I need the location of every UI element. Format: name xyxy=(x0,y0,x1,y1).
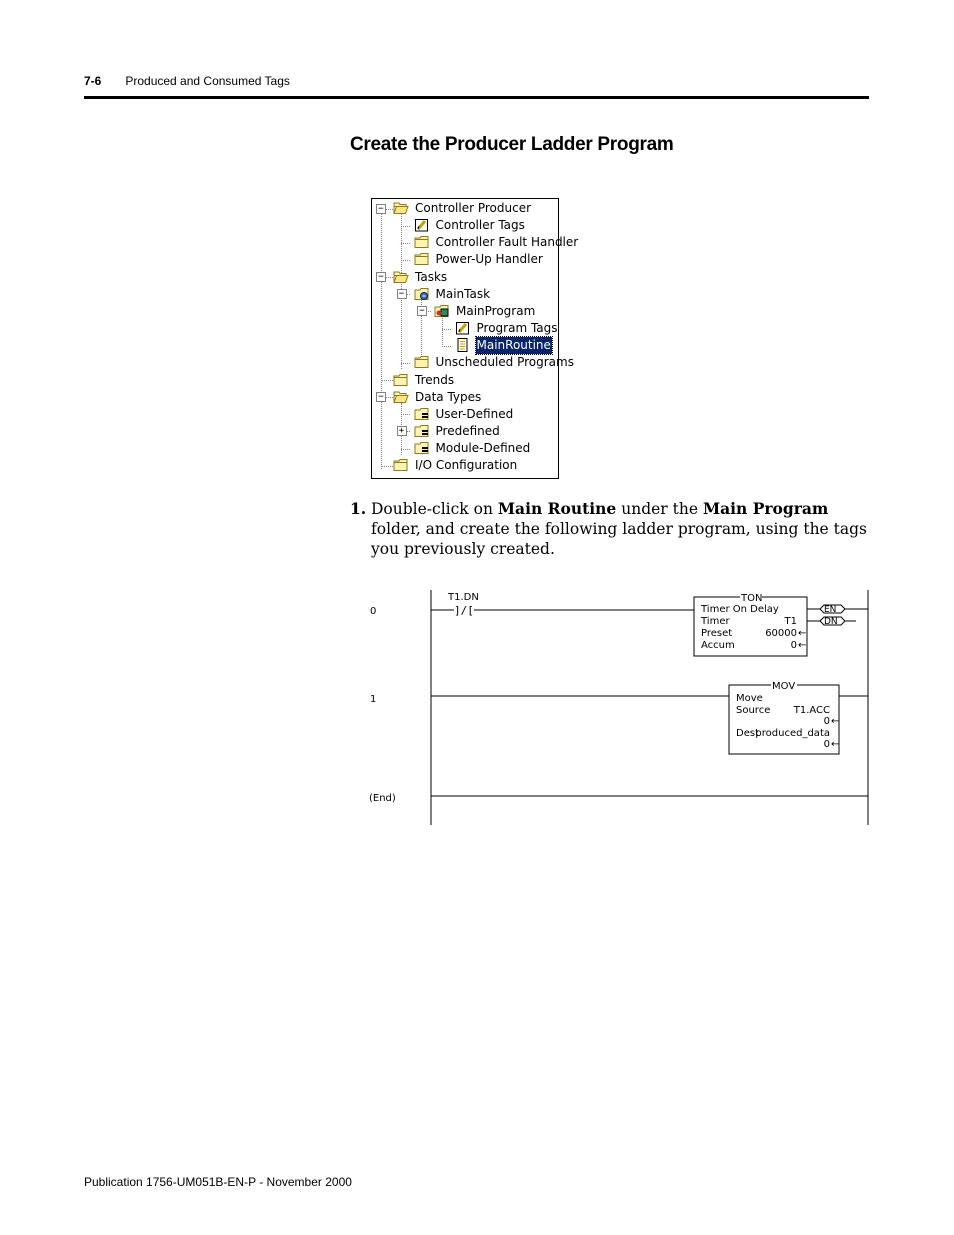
ton-accum-value: 0 xyxy=(790,640,797,651)
mov-dest-label: Dest xyxy=(736,728,759,739)
step-text xyxy=(371,499,870,559)
ton-preset-arrow: ← xyxy=(798,628,807,639)
rung-1-number: 1 xyxy=(370,694,377,705)
tree-node-label: Predefined xyxy=(435,423,500,438)
folder-icon xyxy=(414,355,430,369)
step-text-part: folder, and create the following ladder program, using the tags you previously created. xyxy=(371,520,867,558)
datatype-folder-icon xyxy=(414,441,430,455)
folder-icon xyxy=(393,458,409,472)
xio-contact: ]/[ xyxy=(454,604,474,617)
collapse-icon[interactable]: − xyxy=(397,289,407,299)
tree-guide-line xyxy=(401,449,410,450)
mov-title: Move xyxy=(736,693,763,704)
mov-source-current: 0 xyxy=(823,716,830,727)
tree-node-label: MainRoutine xyxy=(476,338,551,353)
step-number: 1. xyxy=(350,499,367,518)
tree-node-label: Data Types xyxy=(415,389,482,404)
step-text-part: under the xyxy=(616,500,703,518)
tree-guide-line xyxy=(401,363,410,364)
ladder-diagram xyxy=(360,585,880,830)
tree-guide-line xyxy=(442,346,451,347)
tree-node-label: I/O Configuration xyxy=(415,458,518,473)
collapse-icon[interactable]: − xyxy=(376,272,386,282)
mov-dest-arrow: ← xyxy=(831,739,840,750)
mov-source-arrow: ← xyxy=(831,716,840,727)
page-title: Create the Producer Ladder Program xyxy=(350,134,674,155)
mov-source-value: T1.ACC xyxy=(793,705,830,716)
contact-tag: T1.DN xyxy=(448,592,479,603)
tree-node-label: Program Tags xyxy=(476,321,558,336)
dn-output: DN xyxy=(824,617,838,627)
step-1 xyxy=(350,499,870,559)
expand-icon[interactable]: + xyxy=(397,426,407,436)
ton-preset-label: Preset xyxy=(701,628,733,639)
task-icon xyxy=(414,287,430,301)
tree-node-label: Power-Up Handler xyxy=(435,252,543,267)
datatype-folder-icon xyxy=(414,424,430,438)
page-footer: Publication 1756-UM051B-EN-P - November 2000 xyxy=(84,1175,352,1189)
tree-node-label: MainTask xyxy=(435,286,491,301)
tree-guide-line xyxy=(381,466,393,467)
ton-accum-label: Accum xyxy=(701,640,735,651)
step-text-part: Double-click on xyxy=(371,500,498,518)
controller-organizer-tree[interactable] xyxy=(371,198,579,479)
tree-node-label: Controller Producer xyxy=(415,201,532,215)
folder-icon xyxy=(393,373,409,387)
mov-name: MOV xyxy=(772,681,796,692)
ton-timer-value: T1 xyxy=(784,616,797,627)
tree-guide-line xyxy=(381,213,382,469)
tree-guide-line xyxy=(401,226,410,227)
tree-guide-line xyxy=(401,260,410,261)
tree-guide-line xyxy=(401,243,410,244)
folder-icon xyxy=(414,235,430,249)
ton-preset-value: 60000 xyxy=(765,628,797,639)
running-header xyxy=(84,74,290,88)
tree-node-label: MainProgram xyxy=(456,303,536,318)
ton-name: TON xyxy=(741,593,763,604)
collapse-icon[interactable]: − xyxy=(417,306,427,316)
mov-dest-current: 0 xyxy=(823,739,830,750)
collapse-icon[interactable]: − xyxy=(376,392,386,402)
ton-accum-arrow: ← xyxy=(798,640,807,651)
tree-node-label: Controller Tags xyxy=(435,218,525,233)
folder-open-icon xyxy=(393,390,409,404)
tree-node-label: Unscheduled Programs xyxy=(435,355,574,370)
tree-node-label: Controller Fault Handler xyxy=(435,235,579,250)
collapse-icon[interactable]: − xyxy=(376,204,386,214)
ton-title: Timer On Delay xyxy=(701,604,779,615)
tree-guide-line xyxy=(442,316,443,345)
routine-icon xyxy=(455,338,471,352)
step-bold-main-program: Main Program xyxy=(702,499,829,518)
header-rule xyxy=(84,96,869,99)
tree-node-label: Tasks xyxy=(415,269,448,284)
tags-icon xyxy=(414,218,430,232)
mov-source-label: Source xyxy=(736,705,771,716)
program-icon xyxy=(434,304,450,318)
folder-icon xyxy=(414,252,430,266)
tags-icon xyxy=(455,321,471,335)
datatype-folder-icon xyxy=(414,407,430,421)
tree-node-label: Trends xyxy=(415,372,455,387)
end-rung-label: (End) xyxy=(369,793,396,804)
mov-dest-value: produced_data xyxy=(755,728,830,739)
ton-timer-label: Timer xyxy=(701,616,730,627)
en-output: EN xyxy=(824,605,837,615)
tree-guide-line xyxy=(381,380,393,381)
tree-guide-line xyxy=(401,414,410,415)
rung-0-number: 0 xyxy=(370,606,377,617)
section-title: Produced and Consumed Tags xyxy=(125,74,290,88)
folder-open-icon xyxy=(393,270,409,284)
folder-open-icon xyxy=(393,201,409,215)
page-number: 7-6 xyxy=(84,74,102,88)
tree-guide-line xyxy=(442,329,451,330)
tree-node-label: User-Defined xyxy=(435,406,514,421)
tree-node-label: Module-Defined xyxy=(435,441,531,456)
step-bold-main-routine: Main Routine xyxy=(497,499,617,518)
